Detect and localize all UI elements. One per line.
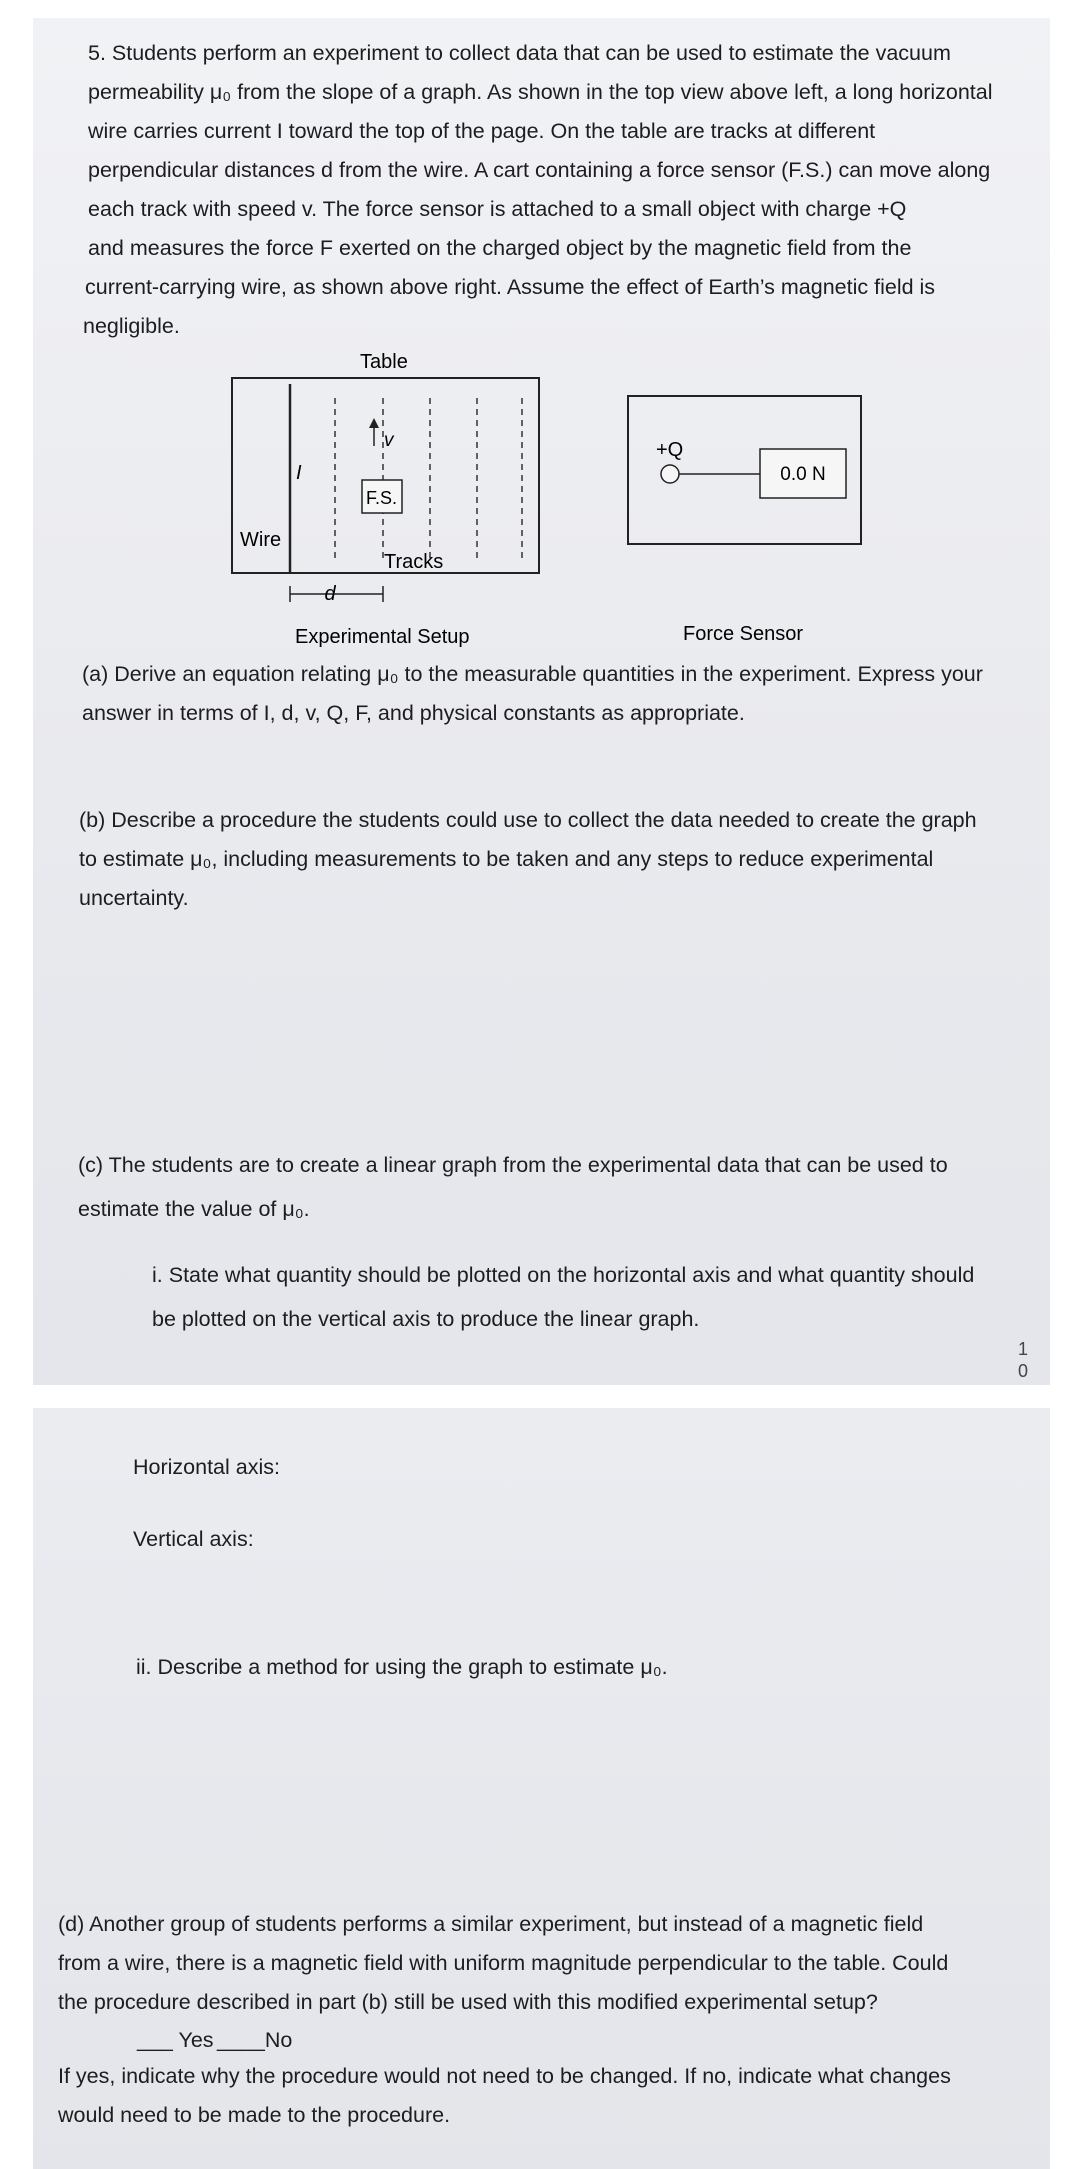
part-a-line-2: answer in terms of I, d, v, Q, F, and physical constants as appropriate. <box>82 701 745 725</box>
page-number: 1 0 <box>1018 1339 1029 1381</box>
charge-object <box>661 465 679 483</box>
part-c-line-1: (c) The students are to create a linear graph from the experimental data that can be used to <box>78 1153 948 1177</box>
wire-label: Wire <box>240 529 282 551</box>
intro-line-2: permeability μ₀ from the slope of a graph. As shown in the top view above left, a long horizontal <box>88 80 993 104</box>
charge-label: +Q <box>656 439 684 461</box>
intro-line-3: wire carries current I toward the top of the page. On the table are tracks at different <box>88 119 876 143</box>
force-sensor-label: F.S. <box>366 488 398 508</box>
sensor-caption: Force Sensor <box>683 623 804 645</box>
current-label: I <box>296 462 302 484</box>
horizontal-axis-label: Horizontal axis: <box>133 1455 280 1479</box>
part-d-followup-line-1: If yes, indicate why the procedure would not need to be changed. If no, indicate what changes <box>58 2064 951 2088</box>
part-c-i-line-2: be plotted on the vertical axis to produce the linear graph. <box>152 1307 700 1331</box>
part-d-line-3: the procedure described in part (b) still be used with this modified experimental setup? <box>58 1990 878 2014</box>
velocity-label: v <box>384 430 394 451</box>
intro-line-5: each track with speed v. The force sensor is attached to a small object with charge +Q <box>88 197 907 221</box>
tracks-label: Tracks <box>384 551 444 573</box>
part-c-i-line-1: i. State what quantity should be plotted on the horizontal axis and what quantity should <box>152 1263 975 1287</box>
distance-label: d <box>324 583 336 605</box>
part-d-line-1: (d) Another group of students performs a similar experiment, but instead of a magnetic field <box>58 1912 924 1936</box>
part-b-line-1: (b) Describe a procedure the students could use to collect the data needed to create the graph <box>79 808 977 832</box>
intro-line-8: negligible. <box>83 314 180 338</box>
intro-line-7: current-carrying wire, as shown above right. Assume the effect of Earth’s magnetic field is <box>85 275 936 299</box>
table-label: Table <box>360 351 408 373</box>
intro-line-1: 5. Students perform an experiment to collect data that can be used to estimate the vacuum <box>88 41 951 65</box>
part-d-line-2: from a wire, there is a magnetic field with uniform magnitude perpendicular to the table. Could <box>58 1951 949 1975</box>
no-option[interactable]: ____No <box>217 2028 293 2052</box>
intro-line-6: and measures the force F exerted on the charged object by the magnetic field from the <box>88 236 912 260</box>
intro-line-4: perpendicular distances d from the wire. A cart containing a force sensor (F.S.) can move along <box>88 158 991 182</box>
part-c-ii: ii. Describe a method for using the graph to estimate μ₀. <box>136 1655 668 1679</box>
sensor-reading: 0.0 N <box>780 464 826 485</box>
part-b-line-2: to estimate μ₀, including measurements to be taken and any steps to reduce experimental <box>79 847 934 871</box>
part-c-line-2: estimate the value of μ₀. <box>78 1197 310 1221</box>
setup-caption: Experimental Setup <box>295 626 470 648</box>
experiment-figure <box>0 0 1083 660</box>
part-d-followup-line-2: would need to be made to the procedure. <box>58 2103 451 2127</box>
vertical-axis-label: Vertical axis: <box>133 1527 254 1551</box>
tracks <box>335 398 522 560</box>
velocity-arrowhead <box>369 418 379 428</box>
part-a-line-1: (a) Derive an equation relating μ₀ to the measurable quantities in the experiment. Express your <box>82 662 983 686</box>
yes-option[interactable]: ___ Yes <box>137 2028 214 2052</box>
part-b-line-3: uncertainty. <box>79 886 189 910</box>
